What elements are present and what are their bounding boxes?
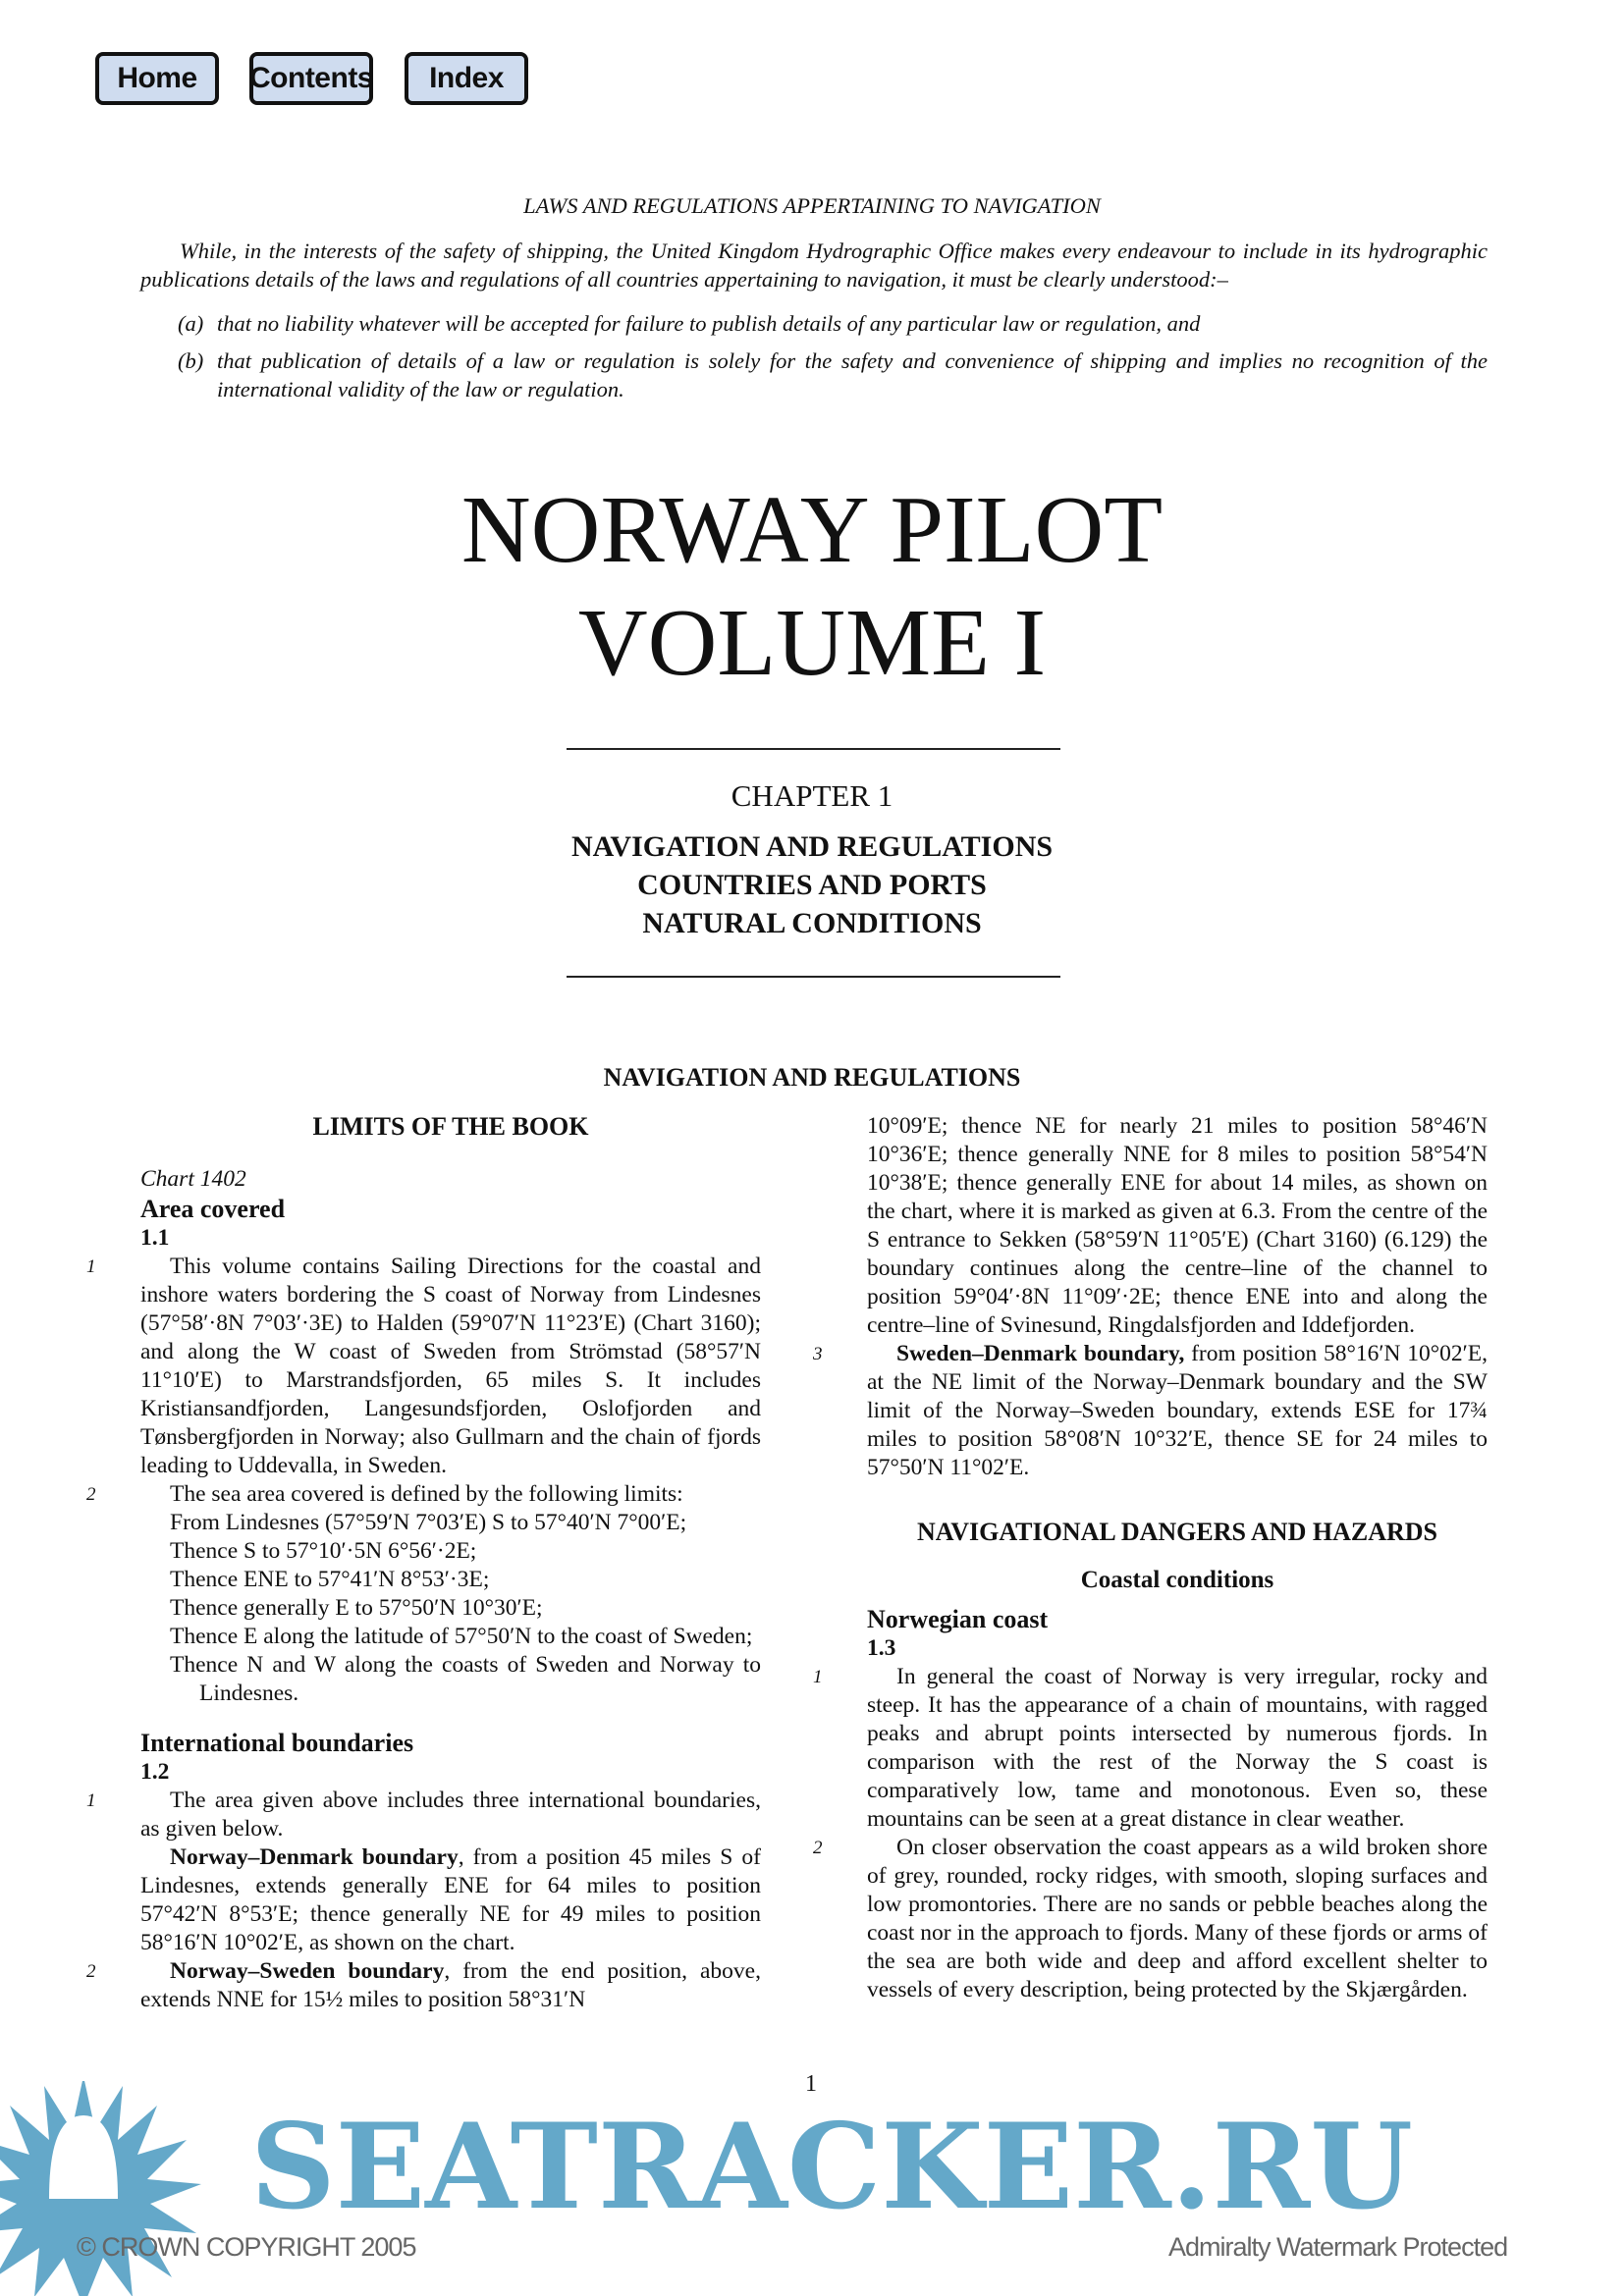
coastal-heading: Coastal conditions xyxy=(1080,1567,1274,1593)
contents-button[interactable]: Contents xyxy=(249,52,373,105)
chapter-subtitles xyxy=(0,828,1624,942)
bold-lead: Norway–Denmark boundary xyxy=(170,1844,459,1870)
area-number: 1.1 xyxy=(140,1225,170,1251)
paragraph-text: from position 58°16′N 10°02′E, at the NE limit of the Norway–Denmark boundary and the SW limit of the Norway–Sweden boundary, extends ESE for 17¾ miles to position 58°08′N 10°32′E, thence SE for 24 miles to 57°50′N 11°02′E. xyxy=(867,1341,1488,1480)
sun-logo-icon xyxy=(0,2081,245,2296)
paragraph xyxy=(86,1787,761,1843)
chapter-line: NAVIGATION AND REGULATIONS xyxy=(570,830,1054,863)
paragraph-text: This volume contains Sailing Directions for the coastal and inshore waters bordering the S coast of Norway from Lindesnes (57°58′·8N 7°03′·3E) to Halden (59°07′N 11°23′E) (Chart 3160); and along the W coast of Sweden from Strömstad (58°57′N 11°10′E) to Marstrandsfjorden, 65 miles S. It includes Kristiansandfjorden, Langesundsfjorden, Oslofjorden and Tønsbergfjorden in Norway; also Gullmarn and the chain of fjords leading to Uddevalla, in Sweden. xyxy=(140,1254,761,1478)
divider-bottom xyxy=(567,976,1060,978)
intl-heading: International boundaries xyxy=(140,1729,414,1757)
limit-item: Thence N and W along the coasts of Sweden and Norway to Lindesnes. xyxy=(170,1652,761,1706)
paragraph xyxy=(813,1834,1488,2004)
disclaimer-a xyxy=(178,309,1488,338)
page-number: 1 xyxy=(805,2071,817,2097)
margin-number: 1 xyxy=(86,1256,96,1277)
left-column xyxy=(86,1112,761,2014)
limits-heading: LIMITS OF THE BOOK xyxy=(312,1112,589,1141)
text-b: that publication of details of a law or regulation is solely for the safety and convenience of shipping and implies no recognition of the international validity of the law or regulation. xyxy=(217,348,1488,401)
norway-coast-number: 1.3 xyxy=(867,1635,896,1661)
bold-lead: Norway–Sweden boundary xyxy=(170,1958,445,1984)
site-watermark: SEATRACKER.RU xyxy=(250,2098,1413,2236)
disclaimer-title: LAWS AND REGULATIONS APPERTAINING TO NAVIGATION xyxy=(523,193,1101,218)
disclaimer-b xyxy=(178,347,1488,403)
label-b: (b) xyxy=(178,348,204,373)
area-heading: Area covered xyxy=(140,1195,286,1223)
right-column xyxy=(813,1112,1488,2004)
norway-coast-heading: Norwegian coast xyxy=(867,1605,1049,1633)
intl-number: 1.2 xyxy=(140,1759,170,1785)
margin-number: 2 xyxy=(86,1484,96,1505)
label-a: (a) xyxy=(178,311,204,336)
index-button[interactable]: Index xyxy=(405,52,528,105)
chapter-line: NATURAL CONDITIONS xyxy=(642,907,982,939)
book-title-line1: NORWAY PILOT xyxy=(460,477,1164,583)
paragraph-text: , from the end position, above, extends NNE for 15½ miles to position 58°31′N xyxy=(140,1958,761,2012)
limit-item: Thence ENE to 57°41′N 8°53′·3E; xyxy=(170,1567,490,1592)
limit-item: Thence S to 57°10′·5N 6°56′·2E; xyxy=(170,1538,477,1564)
limit-item: Thence generally E to 57°50′N 10°30′E; xyxy=(170,1595,543,1621)
margin-number: 1 xyxy=(813,1667,823,1687)
section-heading: NAVIGATION AND REGULATIONS xyxy=(603,1063,1021,1092)
paragraph xyxy=(86,1253,761,1480)
paragraph xyxy=(86,1957,761,2014)
paragraph-text: , from a position 45 miles S of Lindesnes, extends generally ENE for 64 miles to position 57°42′N 8°53′E; thence generally NE for 49 miles to position 58°16′N 10°02′E, as shown on the chart. xyxy=(140,1844,761,1955)
paragraph: 10°09′E; thence NE for nearly 21 miles to position 58°46′N 10°36′E; thence generally NNE for 8 miles to position 58°54′N 10°38′E; thence generally ENE for about 14 miles, as shown on the chart, where it is marked as given at 6.3. From the centre of the S entrance to Sekken (58°59′N 11°05′E) (Chart 3160) (6.129) the boundary continues along the centre–line of the channel to position 59°04′·8N 11°09′·2E; thence ENE into and along the centre–line of Svinesund, Ringdalsfjorden and Iddefjorden. xyxy=(867,1113,1488,1338)
watermark-note: Admiralty Watermark Protected xyxy=(1168,2232,1508,2262)
divider-top xyxy=(567,748,1060,750)
chart-reference: Chart 1402 xyxy=(140,1166,246,1192)
bold-lead: Sweden–Denmark boundary, xyxy=(896,1341,1185,1366)
chapter-label: CHAPTER 1 xyxy=(731,778,893,813)
dangers-heading: NAVIGATIONAL DANGERS AND HAZARDS xyxy=(917,1518,1437,1546)
paragraph-text: The area given above includes three international boundaries, as given below. xyxy=(140,1788,761,1842)
disclaimer-intro: While, in the interests of the safety of shipping, the United Kingdom Hydrographic Office makes every endeavour to include in its hydrographic publications details of the laws and regulations of all countries appertaining to navigation, it must be clearly understood:– xyxy=(140,239,1488,292)
book-title-line2: VOLUME I xyxy=(577,590,1047,696)
margin-number: 2 xyxy=(86,1961,96,1982)
margin-number: 1 xyxy=(86,1790,96,1811)
paragraph xyxy=(86,1480,761,1509)
paragraph xyxy=(813,1340,1488,1482)
margin-number: 3 xyxy=(813,1344,823,1364)
home-button[interactable]: Home xyxy=(95,52,219,105)
paragraph-text: The sea area covered is defined by the following limits: xyxy=(170,1481,683,1507)
chapter-line: COUNTRIES AND PORTS xyxy=(637,869,987,901)
limit-item: From Lindesnes (57°59′N 7°03′E) S to 57°40′N 7°00′E; xyxy=(170,1510,687,1535)
limit-item: Thence E along the latitude of 57°50′N to the coast of Sweden; xyxy=(170,1624,753,1649)
copyright: © CROWN COPYRIGHT 2005 xyxy=(77,2232,416,2262)
paragraph xyxy=(813,1663,1488,1834)
paragraph-text: On closer observation the coast appears as a wild broken shore of grey, rounded, rocky ridges, with smooth, sloping surfaces and low promontories. There are no sands or pebble beaches along the coast nor in the approach to fjords. Many of these fjords or arms of the sea are both wide and deep and afford excellent shelter to vessels of every description, being protected by the Skjærgården. xyxy=(867,1835,1488,2002)
paragraph-text: In general the coast of Norway is very irregular, rocky and steep. It has the appearance of a chain of mountains, with ragged peaks and abrupt points intersected by numerous fjords. In comparison with the rest of the Norway the S coast is comparatively low, tame and monotonous. Even so, these mountains can be seen at a great distance in clear weather. xyxy=(867,1664,1488,1832)
margin-number: 2 xyxy=(813,1838,823,1858)
text-a: that no liability whatever will be accepted for failure to publish details of any particular law or regulation, and xyxy=(217,311,1201,336)
paragraph xyxy=(140,1843,761,1957)
